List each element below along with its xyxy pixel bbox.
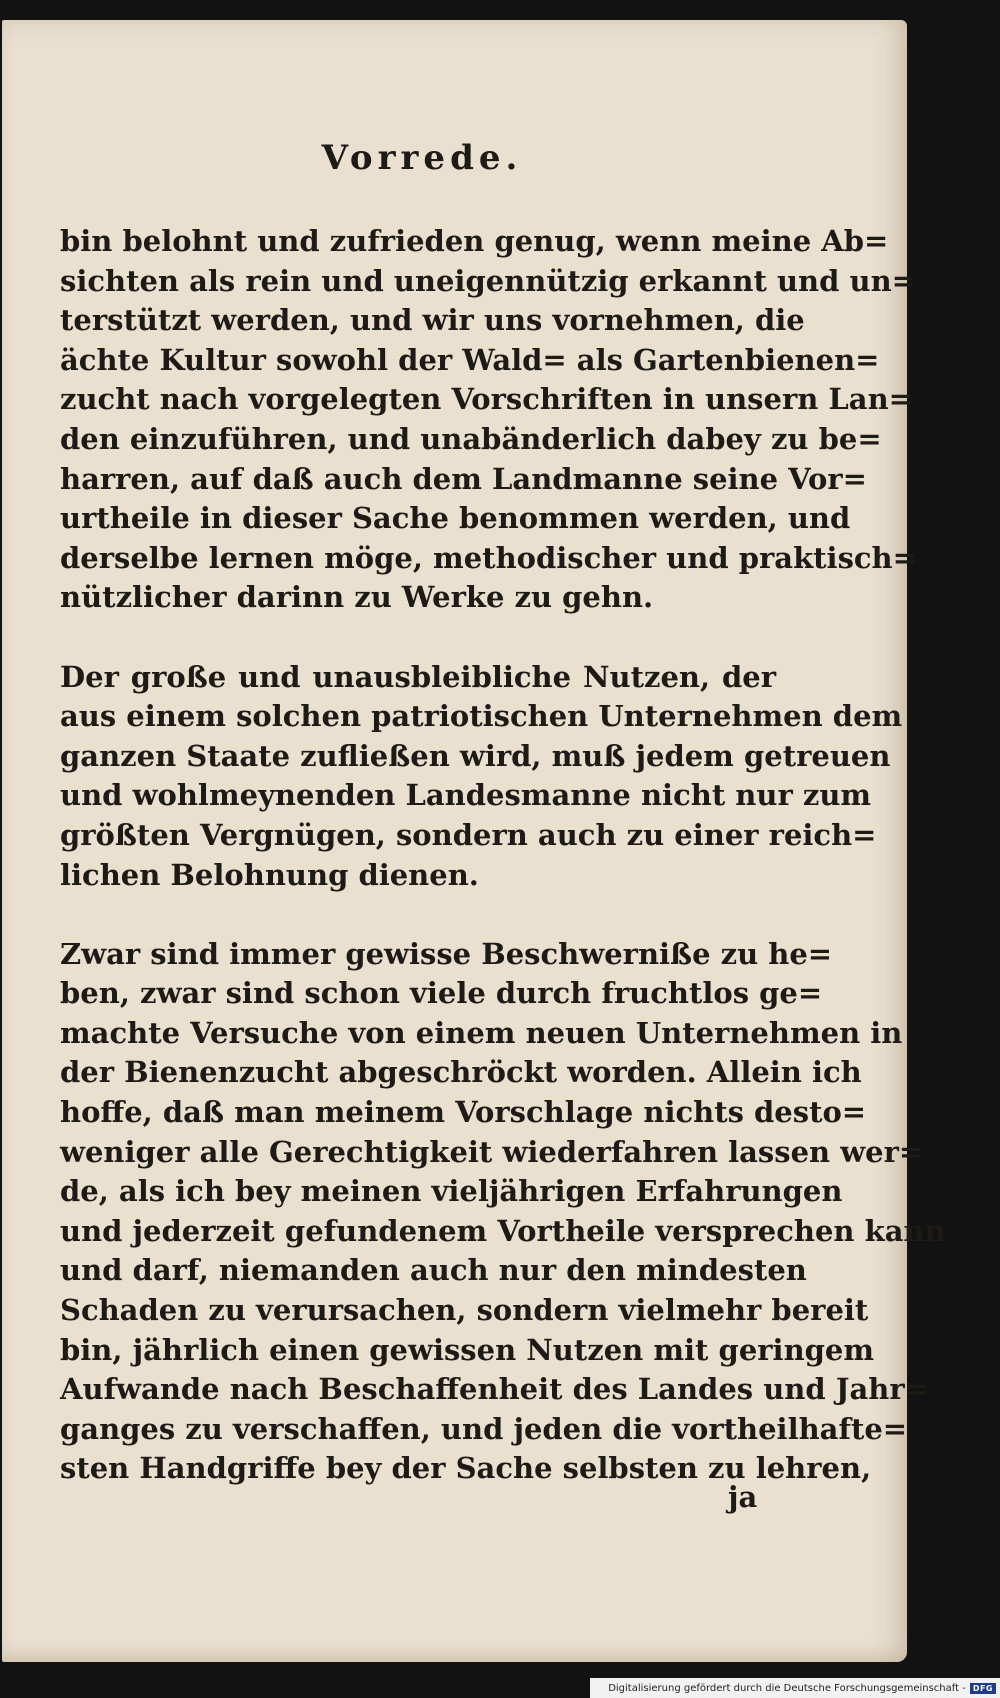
text-line: Aufwande nach Beschaffenheit des Landes und Jahr= xyxy=(60,1372,929,1407)
text-line: ächte Kultur sowohl der Wald= als Gartenbienen= xyxy=(60,342,880,377)
text-line: und jederzeit gefundenem Vortheile versprechen kann xyxy=(60,1213,946,1248)
text-line: derselbe lernen möge, methodischer und praktisch= xyxy=(60,540,917,575)
text-line: und wohlmeynenden Landesmanne nicht nur zum xyxy=(60,778,872,813)
paragraph-gap xyxy=(60,618,776,658)
text-line: und darf, niemanden auch nur den mindesten xyxy=(60,1253,807,1288)
text-line: Der große und unausbleibliche Nutzen, der xyxy=(60,659,776,694)
text-line: urtheile in dieser Sache benommen werden, und xyxy=(60,501,851,536)
text-line: hoffe, daß man meinem Vorschlage nichts desto= xyxy=(60,1095,867,1130)
text-line: größten Vergnügen, sondern auch zu einer reich= xyxy=(60,817,877,852)
text-line: ganzen Staate zufließen wird, muß jedem getreuen xyxy=(60,738,891,773)
text-line: ben, zwar sind schon viele durch fruchtlos ge= xyxy=(60,976,823,1011)
text-line: de, als ich bey meinen vieljährigen Erfahrungen xyxy=(60,1174,843,1209)
text-line: weniger alle Gerechtigkeit wiederfahren lassen wer= xyxy=(60,1134,924,1169)
text-line: bin belohnt und zufrieden genug, wenn meine Ab= xyxy=(60,224,889,258)
paragraph-gap xyxy=(60,895,776,935)
digitization-credit-bar xyxy=(590,1678,1000,1698)
text-line: sichten als rein und uneigennützig erkannt und un= xyxy=(60,263,916,298)
book-page xyxy=(2,20,946,1662)
text-line: aus einem solchen patriotischen Unternehmen dem xyxy=(60,699,903,734)
text-line: ganges zu verschaffen, und jeden die vortheilhafte= xyxy=(60,1411,908,1446)
paragraph-3 xyxy=(60,935,946,1489)
text-line: bin, jährlich einen gewissen Nutzen mit geringem xyxy=(60,1332,875,1367)
paragraph-2 xyxy=(60,658,903,896)
text-line: terstützt werden, und wir uns vornehmen, die xyxy=(60,303,805,338)
text-line: lichen Belohnung dienen. xyxy=(60,857,479,892)
catchword: ja xyxy=(728,1480,758,1514)
body-text xyxy=(60,222,946,1489)
text-line: harren, auf daß auch dem Landmanne seine Vor= xyxy=(60,461,867,496)
credit-text: Digitalisierung gefördert durch die Deutsche Forschungsgemeinschaft - xyxy=(608,1682,966,1694)
text-line: Schaden zu verursachen, sondern vielmehr bereit xyxy=(60,1293,869,1328)
text-line: sten Handgriffe bey der Sache selbsten zu lehren, xyxy=(60,1451,872,1486)
text-line: der Bienenzucht abgeschröckt worden. Allein ich xyxy=(60,1055,862,1090)
text-line: den einzuführen, und unabänderlich dabey zu be= xyxy=(60,421,882,456)
text-line: zucht nach vorgelegten Vorschriften in unsern Lan= xyxy=(60,382,913,417)
text-line: machte Versuche von einem neuen Unternehmen in xyxy=(60,1015,903,1050)
page-heading: Vorrede. xyxy=(321,138,523,178)
text-line: nützlicher darinn zu Werke zu gehn. xyxy=(60,580,654,615)
paragraph-1 xyxy=(60,222,917,618)
text-line: Zwar sind immer gewisse Beschwerniße zu he= xyxy=(60,936,833,971)
dfg-logo: DFG xyxy=(970,1683,996,1694)
